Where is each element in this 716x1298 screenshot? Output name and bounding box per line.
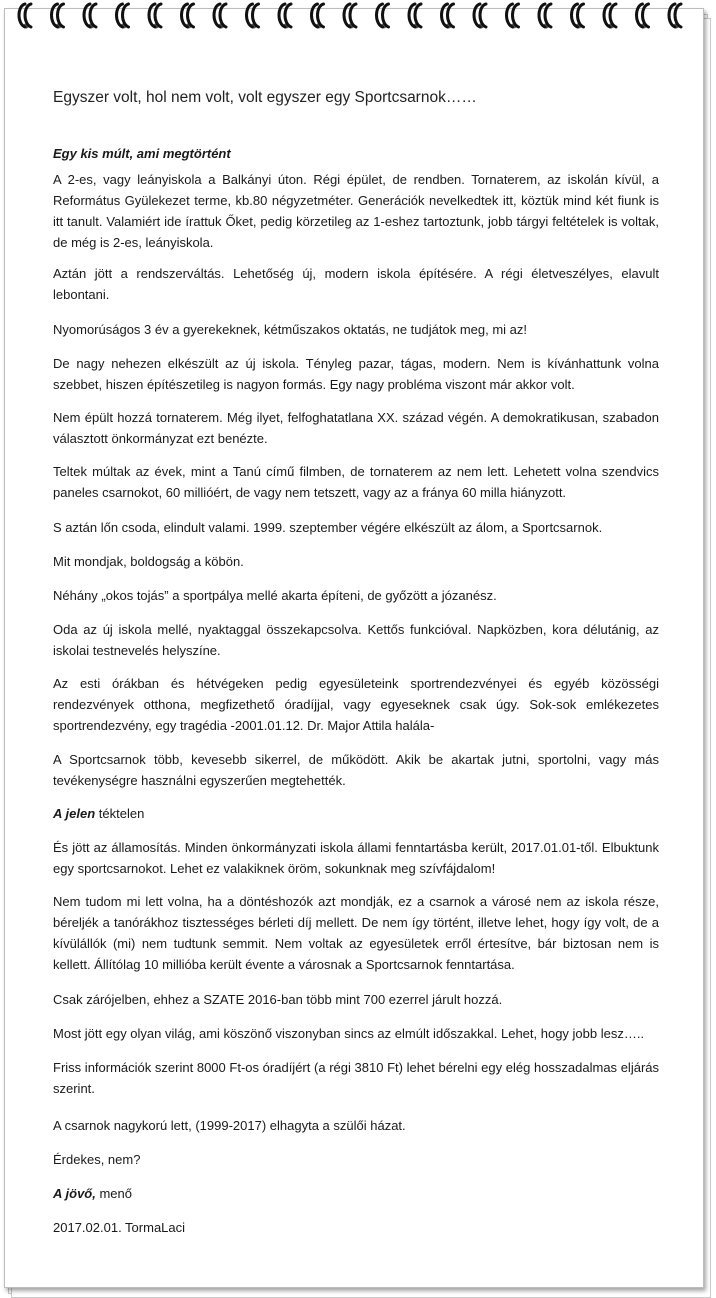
paragraph: Aztán jött a rendszerváltás. Lehetőség új, modern iskola építésére. A régi életveszélyes, elavult lebontani.	[53, 266, 659, 302]
binding-ring-icon	[474, 4, 486, 29]
binding-ring-icon	[247, 4, 259, 29]
section-heading-future-bold: A jövő,	[53, 1186, 96, 1201]
paragraph: Nyomorúságos 3 év a gyerekeknek, kétműszakos oktatás, ne tudjátok meg, mi az!	[53, 322, 528, 337]
section-heading-past: Egy kis múlt, ami megtörtént	[53, 146, 231, 161]
section-heading-future	[53, 1183, 132, 1204]
binding-ring-icon	[84, 4, 96, 29]
signature: 2017.02.01. TormaLaci	[53, 1220, 186, 1235]
binding-ring-icon	[214, 4, 226, 29]
binding-ring-icon	[539, 4, 551, 29]
paragraph: Friss információk szerint 8000 Ft-os óradíjért (a régi 3810 Ft) lehet bérelni egy elég hosszadalmas eljárás szerint.	[53, 1060, 659, 1096]
notepad-page	[4, 8, 704, 1288]
binding-ring-icon	[669, 4, 681, 29]
binding-ring-icon	[279, 4, 291, 29]
paragraph: És jött az államosítás. Minden önkormányzati iskola állami fenntartásba került, 2017.01.01-től. Elbuktunk egy sportcsarnokot. Lehet ez valakiknek öröm, sokunknak meg szívfájdalom!	[53, 840, 659, 876]
section-heading-future-rest: menő	[95, 1186, 132, 1201]
section-heading-present-bold: A jelen	[53, 806, 96, 821]
paragraph: Nem épült hozzá tornaterem. Még ilyet, felfoghatatlana XX. század végén. A demokratikusan, szabadon választott önkormányzat ezt benézte.	[53, 410, 659, 446]
binding-ring-icon	[442, 4, 454, 29]
binding-ring-icon	[572, 4, 584, 29]
paragraph: Most jött egy olyan világ, ami köszönő viszonyban sincs az elmúlt időszakkal. Lehet, hogy jobb lesz…..	[53, 1026, 645, 1041]
paragraph: Érdekes, nem?	[53, 1152, 141, 1167]
paragraph: A Sportcsarnok több, kevesebb sikerrel, de működött. Akik be akartak jutni, sportolni, vagy más tevékenységre használni egyszerűen megtehették.	[53, 752, 659, 788]
paragraph: Néhány „okos tojás” a sportpálya mellé akarta építeni, de győzött a józanész.	[53, 588, 497, 603]
paragraph: Oda az új iskola mellé, nyaktaggal összekapcsolva. Kettős funkcióval. Napközben, kora délutánig, az iskolai testnevelés helyszíne.	[53, 622, 659, 658]
paragraph: De nagy nehezen elkészült az új iskola. Tényleg pazar, tágas, modern. Nem is kívánhattunk volna szebbet, hiszen építészetileg is nagyon formás. Egy nagy probléma viszont már akkor volt.	[53, 356, 659, 392]
binding-ring-icon	[182, 4, 194, 29]
paragraph: Mit mondjak, boldogság a köbön.	[53, 554, 244, 569]
paragraph: A csarnok nagykorú lett, (1999-2017) elhagyta a szülői házat.	[53, 1118, 406, 1133]
paragraph: Nem tudom mi lett volna, ha a döntéshozók azt mondják, ez a csarnok a városé nem az iskola része, béreljék a tanórákhoz tisztességes bérleti díj mellett. De nem így történt, illetve lehet, hogy így volt, de a kívülállók (mi) nem tudtunk semmit. Nem voltak az egyesületek erről értesítve, bár biztosan nem is kellett. Állítólag 10 millióba került évente a városnak a Sportcsarnok fenntartása.	[53, 894, 659, 972]
binding-ring-icon	[604, 4, 616, 29]
spiral-binding	[0, 0, 716, 40]
binding-ring-icon	[312, 4, 324, 29]
document-title: Egyszer volt, hol nem volt, volt egyszer egy Sportcsarnok……	[53, 89, 477, 106]
binding-ring-icon	[637, 4, 649, 29]
binding-ring-icon	[52, 4, 64, 29]
paragraph: S aztán lőn csoda, elindult valami. 1999. szeptember végére elkészült az álom, a Sportcsarnok.	[53, 520, 603, 535]
binding-ring-icon	[507, 4, 519, 29]
paragraph: Csak zárójelben, ehhez a SZATE 2016-ban több mint 700 ezerrel járult hozzá.	[53, 992, 503, 1007]
section-heading-present	[53, 803, 144, 824]
binding-ring-icon	[117, 4, 129, 29]
paragraph: A 2-es, vagy leányiskola a Balkányi úton. Régi épület, de rendben. Tornaterem, az iskolán kívül, a Református Gyülekezet terme, kb.80 négyzetméter. Generációk nevelkedtek itt, köztük mind két fiunk is itt tanult. Valamiért ide írattuk Őket, pedig körzetileg az 1-eshez tartoztunk, jobb tárgyi feltételek is voltak, de még is 2-es, leányiskola.	[53, 172, 659, 250]
section-heading-present-rest: téktelen	[95, 806, 145, 821]
binding-ring-icon	[409, 4, 421, 29]
binding-ring-icon	[344, 4, 356, 29]
binding-ring-icon	[377, 4, 389, 29]
paragraph: Teltek múltak az évek, mint a Tanú című filmben, de tornaterem az nem lett. Lehetett volna szendvics paneles csarnokot, 60 millióért, de vagy nem tetszett, vagy az a fránya 60 milla hiányzott.	[53, 464, 659, 500]
binding-ring-icon	[19, 4, 31, 29]
binding-ring-icon	[149, 4, 161, 29]
paragraph: Az esti órákban és hétvégeken pedig egyesületeink sportrendezvényei és egyéb közösségi rendezvények otthona, megfizethető óradíjjal, vagy egyeseknek csak úgy. Sok-sok emlékezetes sportrendezvény, egy tragédia -2001.01.12. Dr. Major Attila halála-	[53, 676, 659, 733]
